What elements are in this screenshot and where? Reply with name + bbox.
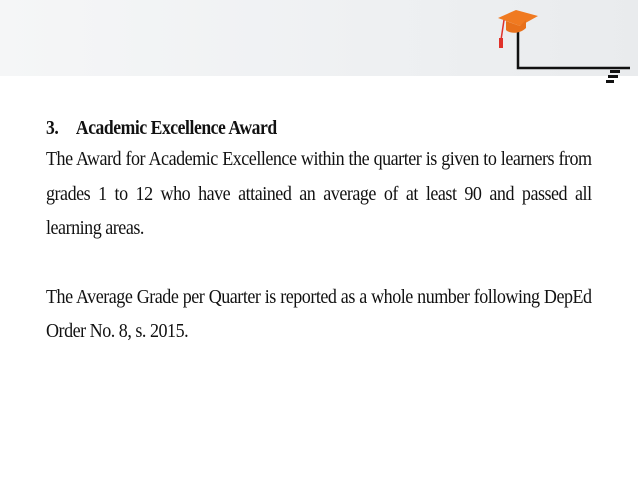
award-description-paragraph: The Award for Academic Excellence within the quarter is given to learners from grades 1 to 12 who have attained an average of at least 90 and passed all learning areas. [46,148,592,239]
title-frame-icon [518,26,630,83]
average-grade-paragraph: The Average Grade per Quarter is reported as a whole number following DepEd Order No. 8, s. 2015. [46,285,592,342]
section-number: 3. [46,117,59,139]
award-section [46,114,592,349]
section-title: Academic Excellence Award [75,117,277,139]
section-heading [46,114,526,142]
graduation-cap-icon [494,4,638,86]
